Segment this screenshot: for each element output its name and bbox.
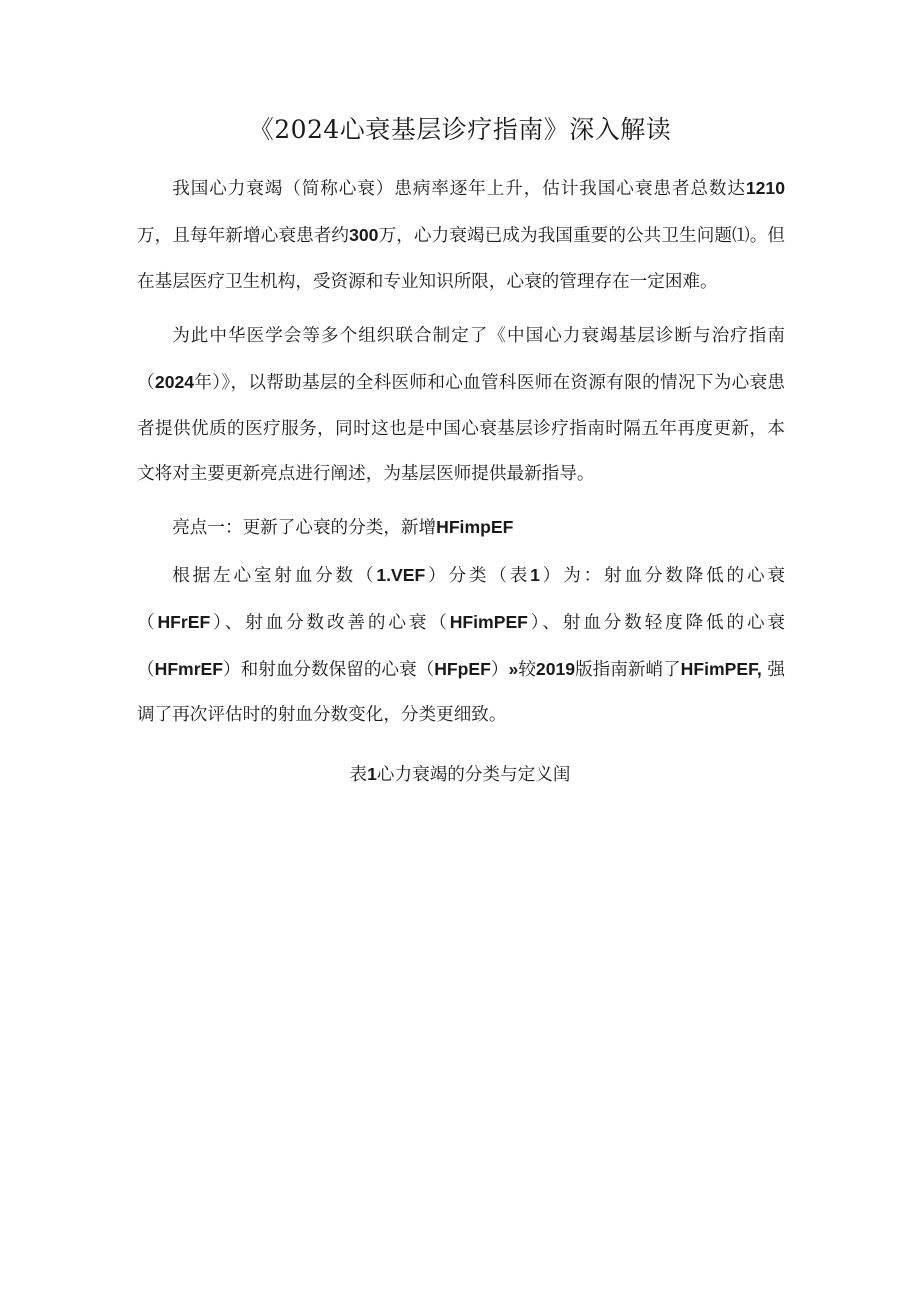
number-run: 1 xyxy=(530,565,540,585)
term-run: HFimPEF xyxy=(449,611,528,632)
text-run: 为此中华医学会等多个组织联合制定了《中国心力衰竭基层诊断与治疗指南（ xyxy=(137,326,785,393)
text-run: 亮点一：更新了心衰的分类，新增 xyxy=(172,518,437,538)
term-run: 1.VEF xyxy=(376,565,426,585)
term-run: HFmrEF xyxy=(154,658,224,679)
term-run: HFpEF xyxy=(434,658,491,679)
text-run: 心力衰竭的分类与定义闺 xyxy=(376,765,571,785)
document-title: 《2024心衰基层诊疗指南》深入解读 xyxy=(248,115,672,144)
term-run: HFimpEF xyxy=(436,517,514,537)
text-run: 版指南新峭了 xyxy=(575,659,681,680)
paragraph-guideline-intro xyxy=(137,314,785,498)
text-run: ）分类（表 xyxy=(425,566,531,586)
text-run: ）、射血分数改善的心衰（ xyxy=(210,612,450,633)
number-run: 2024 xyxy=(154,371,195,392)
text-run: 表 xyxy=(349,765,368,785)
text-run: 年）》，以帮助基层的全科医师和心血管科医师在资源有限的情况下为心衰患者提供优质的医疗服务，同时这也是中国心衰基层诊疗指南时隔五年再度更新，本文将对主要更新亮点进行阐述，为基层医师提供最新指导。 xyxy=(137,372,785,485)
text-run: ）、射血分数轻度降低的心衰（ xyxy=(137,612,785,680)
symbol-run: » xyxy=(508,658,519,679)
text-run: 我国心力衰竭（简称心衰）患病率逐年上升，估计我国心衰患者总数达 xyxy=(172,179,746,199)
number-run: 1210 xyxy=(745,178,785,198)
term-run: HFrEF xyxy=(157,611,211,632)
number-run: 2019 xyxy=(535,658,576,679)
text-run: 万，且每年新增心衰患者约 xyxy=(137,225,350,246)
number-run: 1 xyxy=(367,764,377,784)
paragraph-classification xyxy=(137,553,785,739)
paragraph-prevalence xyxy=(137,166,785,305)
number-run: 300 xyxy=(349,224,379,245)
text-run: ）为：射血分数降低的心衰（ xyxy=(137,566,785,633)
term-run: HFimPEF, xyxy=(680,658,762,679)
section-heading-highlight-one xyxy=(137,505,785,552)
text-run: 强调了再次评估时的射血分数变化，分类更细致。 xyxy=(137,659,785,726)
table-caption xyxy=(0,752,920,799)
text-run: 万，心力衰竭已成为我国重要的公共卫生问题⑴。但在基层医疗卫生机构，受资源和专业知识所限，心衰的管理存在一定困难。 xyxy=(137,225,785,292)
text-run: 较 xyxy=(518,659,536,680)
text-run: ） xyxy=(490,659,509,680)
text-run: ）和射血分数保留的心衰（ xyxy=(223,659,435,680)
text-run: 根据左心室射血分数（ xyxy=(172,566,377,586)
